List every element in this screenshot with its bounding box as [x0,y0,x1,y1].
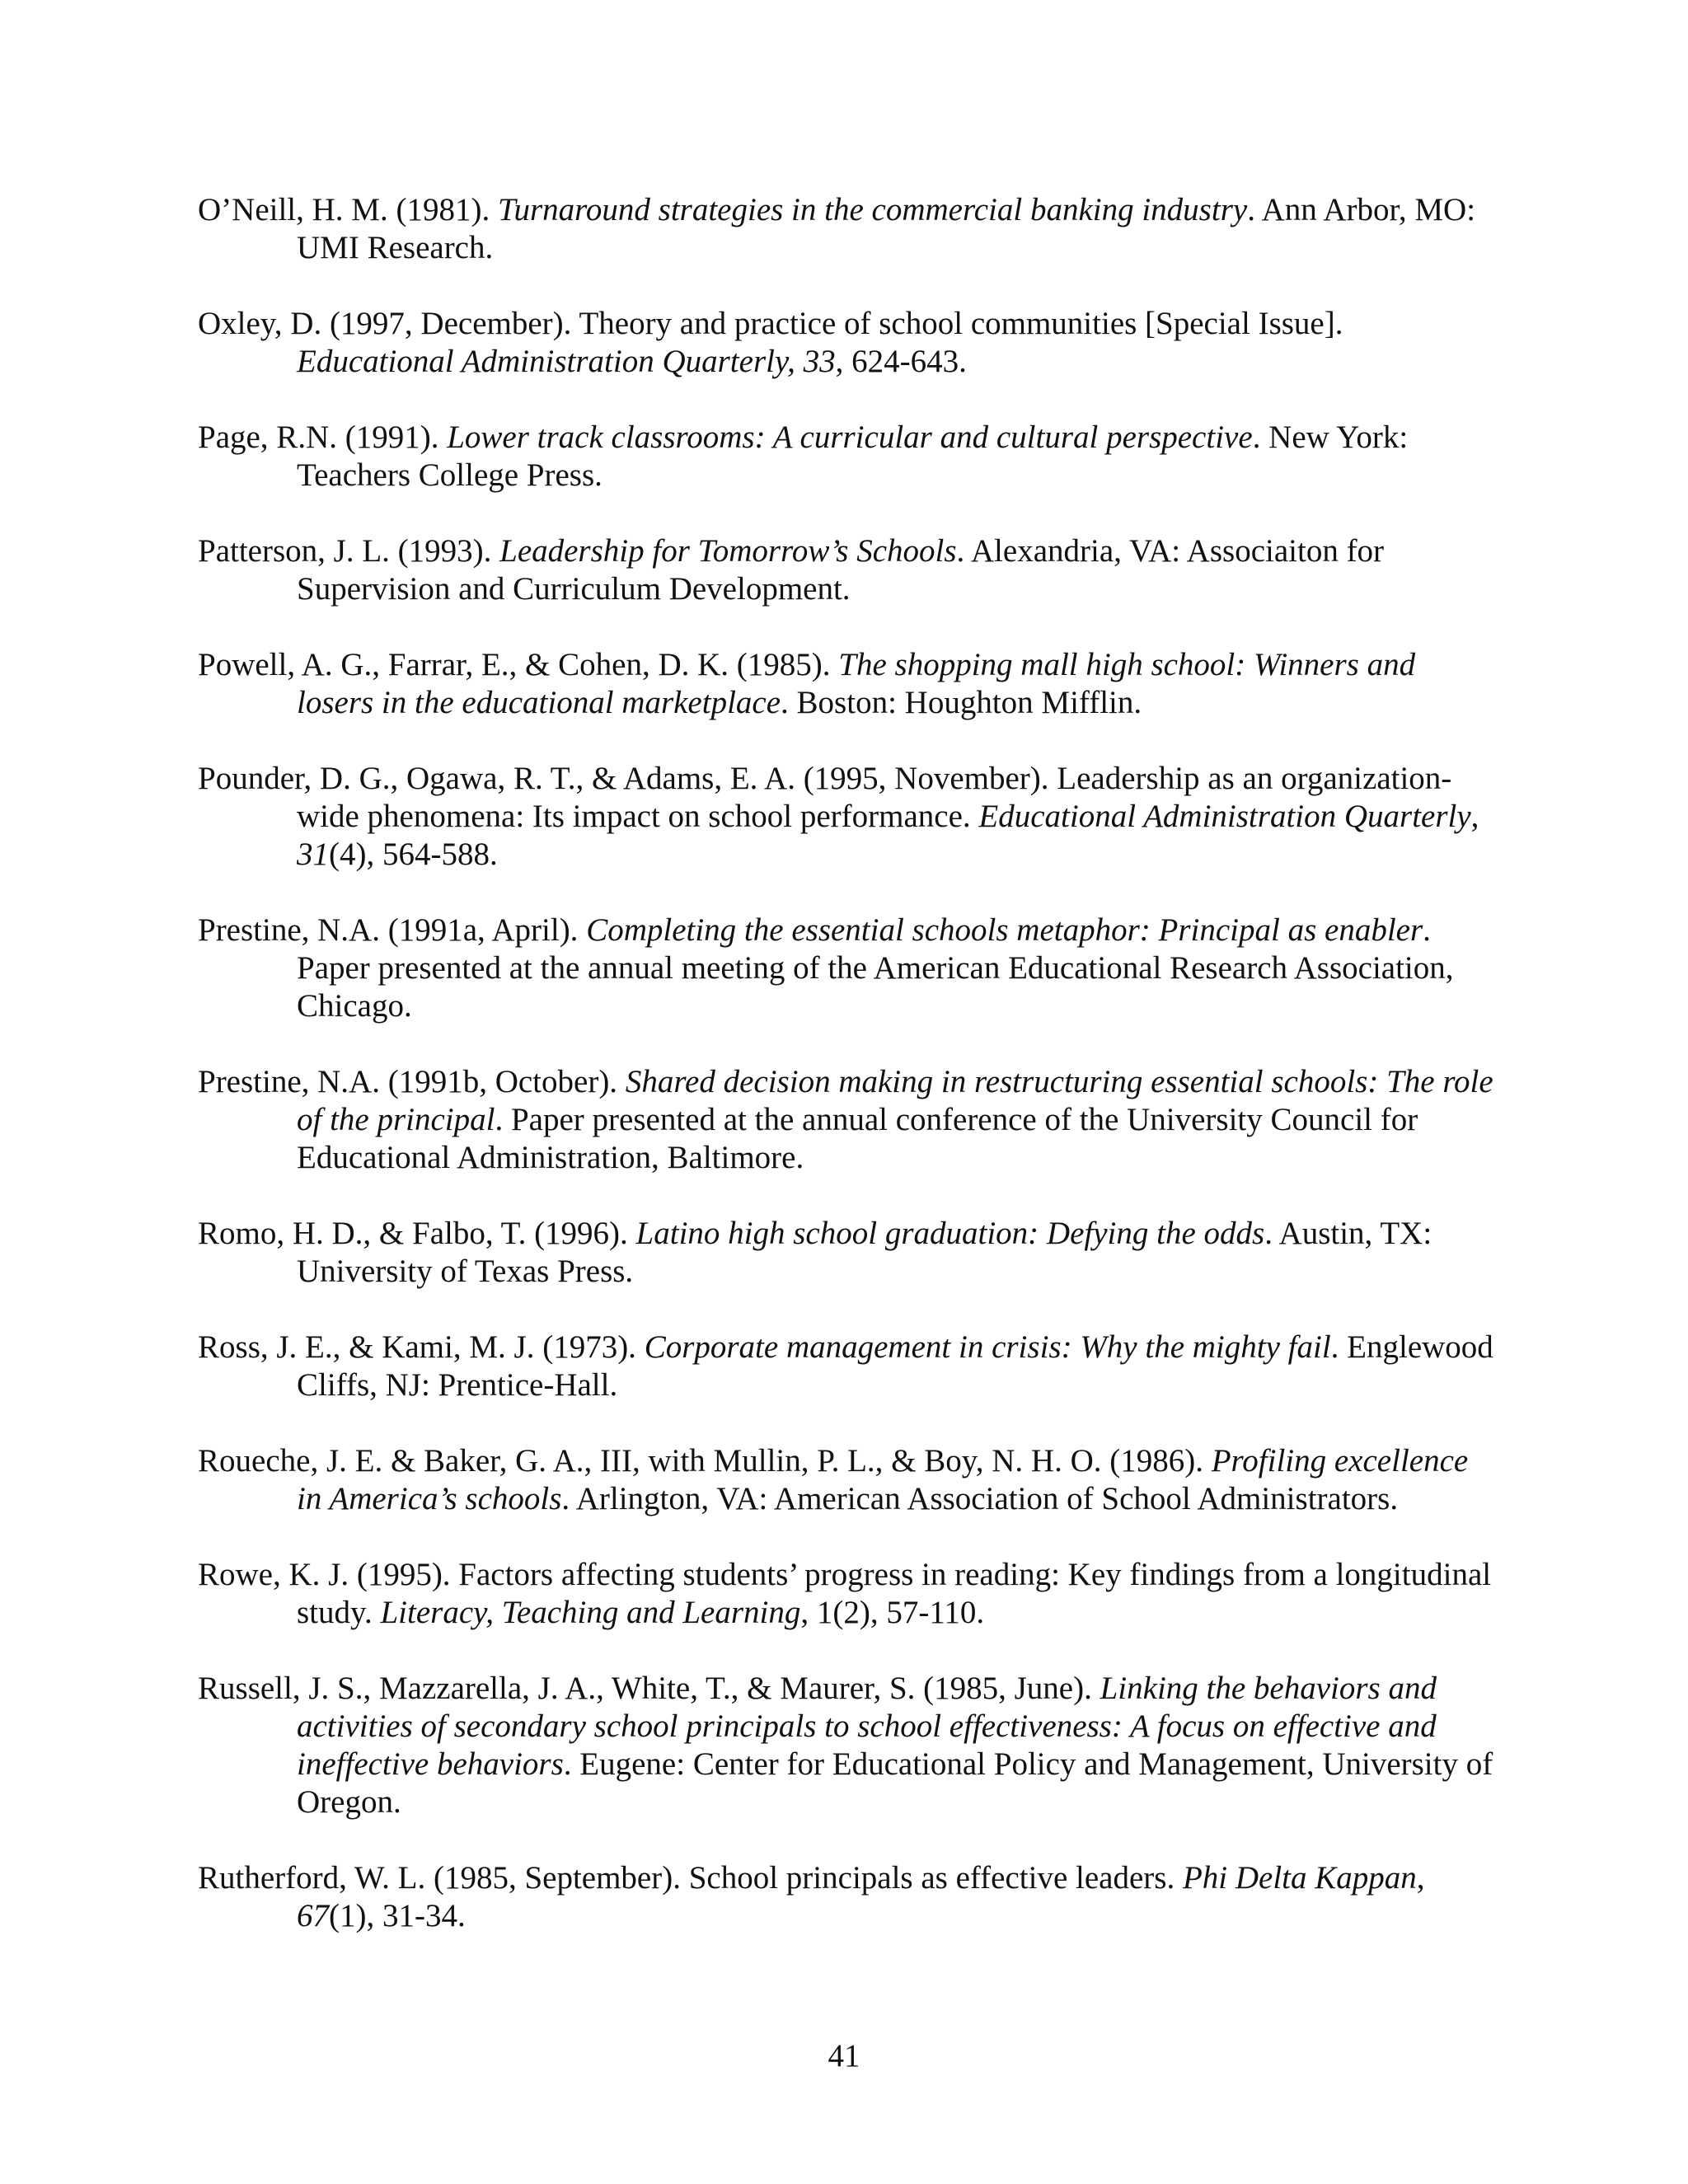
reference-entry-ross [198,1329,1500,1404]
reference-entry-prestine-1991b [198,1063,1500,1177]
reference-text: Roueche, J. E. & Baker, G. A., III, with Mullin, P. L., & Boy, N. H. O. (1986). [198,1443,1212,1479]
reference-title: Latino high school graduation: Defying the odds [635,1216,1265,1251]
reference-title: Turnaround strategies in the commercial banking industry [497,192,1248,227]
reference-list [198,191,1500,1973]
reference-title: Literacy, Teaching and Learning [380,1595,801,1630]
reference-entry-oxley [198,305,1500,381]
reference-title: Lower track classrooms: A curricular and cultural perspective [447,419,1253,455]
reference-title: Educational Administration Quarterly, 33 [297,344,836,379]
reference-text: Oxley, D. (1997, December). Theory and practice of school communities [Special Issue]. [198,306,1343,341]
reference-text: . Paper presented at the annual conference of the University Council for Educational Administration, Baltimore. [297,1102,1418,1175]
reference-title: Phi Delta Kappan [1182,1860,1417,1896]
reference-text: Patterson, J. L. (1993). [198,533,500,569]
reference-title: Linking the behaviors and activities of secondary school principals to school effectiveness: A focus on effective and ineffective behaviors [297,1671,1437,1782]
reference-text: . Alexandria, VA: Associaiton for Supervision and Curriculum Development. [297,533,1385,607]
reference-text: Powell, A. G., Farrar, E., & Cohen, D. K. (1985). [198,647,839,682]
reference-entry-russell [198,1670,1500,1821]
reference-text: Rowe, K. J. (1995). Factors affecting students’ progress in reading: Key findings from a longitudinal study. [198,1557,1492,1630]
reference-title: The shopping mall high school: Winners and losers in the educational marketplace [297,647,1416,720]
reference-text: Prestine, N.A. (1991a, April). [198,912,587,948]
reference-title: Corporate management in crisis: Why the mighty fail [644,1329,1331,1365]
reference-entry-page [198,419,1500,494]
reference-title: Profiling excellence in America’s schools [297,1443,1469,1516]
reference-entry-powell [198,646,1500,722]
reference-entry-patterson [198,532,1500,608]
reference-text: . Arlington, VA: American Association of School Administrators. [561,1481,1399,1516]
reference-text: . New York: Teachers College Press. [297,419,1409,493]
reference-title: Completing the essential schools metaphor: Principal as enabler [586,912,1423,948]
reference-entry-prestine-1991a [198,912,1500,1025]
reference-text: . Ann Arbor, MO: UMI Research. [297,192,1476,265]
reference-text: Rutherford, W. L. (1985, September). School principals as effective leaders. [198,1860,1183,1896]
reference-volume: 31 [297,837,329,872]
reference-text: . Austin, TX: University of Texas Press. [297,1216,1432,1289]
reference-entry-rowe [198,1556,1500,1632]
reference-text: . Eugene: Center for Educational Policy and Management, University of Oregon. [297,1746,1493,1820]
reference-volume: 67 [297,1898,329,1933]
reference-entry-pounder [198,760,1500,874]
reference-text: Page, R.N. (1991). [198,419,448,455]
reference-text: , [1470,799,1479,834]
reference-title: Leadership for Tomorrow’s Schools [499,533,957,569]
reference-text: Pounder, D. G., Ogawa, R. T., & Adams, E. A. (1995, November). Leadership as an organization-wide phenomena: Its impact on school performance. [198,761,1452,834]
reference-text: , 1(2), 57-110. [800,1595,985,1630]
page-number: 41 [828,2038,860,2074]
reference-text: , [1416,1860,1425,1896]
reference-text: O’Neill, H. M. (1981). [198,192,498,227]
reference-text: . Englewood Cliffs, NJ: Prentice-Hall. [297,1329,1493,1403]
reference-text: . Boston: Houghton Mifflin. [781,685,1142,720]
reference-entry-romo [198,1215,1500,1291]
reference-entry-roueche [198,1442,1500,1518]
reference-text: Romo, H. D., & Falbo, T. (1996). [198,1216,636,1251]
reference-title: Shared decision making in restructuring essential schools: The role of the principal [297,1064,1493,1137]
reference-text: Prestine, N.A. (1991b, October). [198,1064,626,1099]
reference-text: (4), 564-588. [329,837,498,872]
reference-text: Ross, J. E., & Kami, M. J. (1973). [198,1329,645,1365]
reference-title: Educational Administration Quarterly [978,799,1471,834]
reference-entry-oneill [198,191,1500,267]
reference-entry-rutherford [198,1859,1500,1935]
reference-text: Russell, J. S., Mazzarella, J. A., White, T., & Maurer, S. (1985, June). [198,1671,1100,1706]
reference-text: . Paper presented at the annual meeting of the American Educational Research Association, Chicago. [297,912,1454,1024]
reference-text: (1), 31-34. [329,1898,466,1933]
reference-text: , 624-643. [835,344,967,379]
